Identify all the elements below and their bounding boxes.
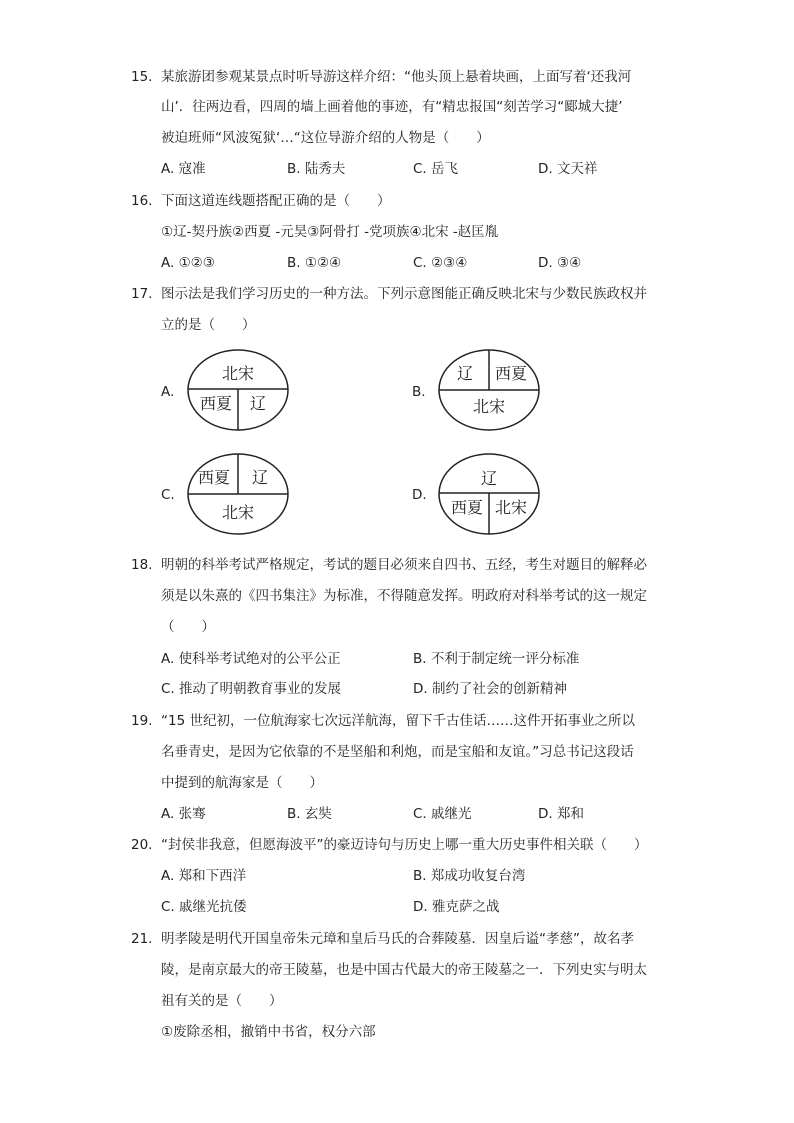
option-b: B. 玄奘 [287,806,332,822]
question-text: 被迫班师“风波冤狱‘…“这位导游介绍的人物是（ ） [161,130,490,146]
diagram-a [186,348,290,432]
question-text: 下面这道连线题搭配正确的是（ ） [161,193,391,209]
option-a: A. 张骞 [161,806,206,822]
diagram-c-bottom: 北宋 [221,503,255,522]
option-c: C. 戚继光抗倭 [161,899,247,915]
question-text: 明朝的科举考试严格规定，考试的题目必须来自四书、五经，考生对题目的解释必 [161,557,647,573]
question-text: ①废除丞相，撤销中书省，权分六部 [161,1024,376,1040]
option-d: D. ③④ [538,255,582,271]
question-number: 20. [131,837,153,853]
question-text: ①辽-契丹族②西夏 -元昊③阿骨打 -党项族④北宋 -赵匡胤 [161,224,499,240]
diagram-d [437,452,541,536]
option-a: A. 寇准 [161,161,206,177]
diagram-b-bottom: 北宋 [472,397,506,416]
question-text: 须是以朱熹的《四书集注》为标准，不得随意发挥。明政府对科举考试的这一规定 [161,588,647,604]
option-d: D. 制约了社会的创新精神 [413,681,567,697]
question-text: “15 世纪初，一位航海家七次远洋航海，留下千古佳话……这件开拓事业之所以 [161,713,635,729]
question-text: 祖有关的是（ ） [161,993,283,1009]
question-number: 15. [131,69,153,85]
diagram-d-bottom-right: 北宋 [494,498,528,517]
diagram-b [437,348,541,432]
question-text: 某旅游团参观某景点时听导游这样介绍：“他头顶上悬着块画，上面写着‘还我河 [161,69,632,85]
diagram-c-top-right: 辽 [251,468,269,487]
diagram-a-top: 北宋 [221,364,255,383]
diagram-b-top-right: 西夏 [494,364,528,383]
question-text: 图示法是我们学习历史的一种方法。下列示意图能正确反映北宋与少数民族政权并 [161,286,647,302]
diagram-d-top: 辽 [480,469,498,488]
question-text: 陵，是南京最大的帝王陵墓，也是中国古代最大的帝王陵墓之一．下列史实与明太 [161,962,647,978]
option-d: D. 雅克萨之战 [413,899,500,915]
diagram-c-label: C. [161,487,175,503]
diagram-c-top-left: 西夏 [197,468,231,487]
option-c: C. 戚继光 [413,806,472,822]
question-text: 山’．往两边看，四周的墙上画着他的事迹，有“精忠报国“刻苦学习“郾城大捷’ [161,99,623,115]
option-c: C. 岳飞 [413,161,459,177]
option-c: C. 推动了明朝教育事业的发展 [161,681,342,697]
question-number: 16. [131,193,153,209]
diagram-a-bottom-left: 西夏 [199,394,233,413]
question-number: 19. [131,713,153,729]
diagram-b-label: B. [412,384,426,400]
option-b: B. ①②④ [287,255,342,271]
diagram-b-top-left: 辽 [456,364,474,383]
diagram-a-bottom-right: 辽 [249,394,267,413]
question-text: 名垂青史，是因为它依靠的不是坚船和利炮，而是宝船和友谊。”习总书记这段话 [161,744,634,760]
option-a: A. ①②③ [161,255,215,271]
option-a: A. 使科举考试绝对的公平公正 [161,651,341,667]
question-text: “封侯非我意，但愿海波平”的豪迈诗句与历史上哪一重大历史事件相关联（ ） [161,837,648,853]
question-number: 17. [131,286,153,302]
diagram-a-label: A. [161,384,175,400]
option-b: B. 陆秀夫 [287,161,346,177]
question-text: （ ） [161,619,215,635]
option-b: B. 郑成功收复台湾 [413,868,526,884]
question-text: 明孝陵是明代开国皇帝朱元璋和皇后马氏的合葬陵墓．因皇后谥“孝慈”，故名孝 [161,931,634,947]
question-number: 21. [131,931,153,947]
option-d: D. 文天祥 [538,161,598,177]
diagram-c [186,452,290,536]
diagram-d-label: D. [412,487,427,503]
option-c: C. ②③④ [413,255,468,271]
question-number: 18. [131,557,153,573]
option-d: D. 郑和 [538,806,584,822]
diagram-d-bottom-left: 西夏 [450,498,484,517]
question-text: 中提到的航海家是（ ） [161,775,323,791]
question-text: 立的是（ ） [161,317,256,333]
option-a: A. 郑和下西洋 [161,868,247,884]
option-b: B. 不利于制定统一评分标准 [413,651,580,667]
